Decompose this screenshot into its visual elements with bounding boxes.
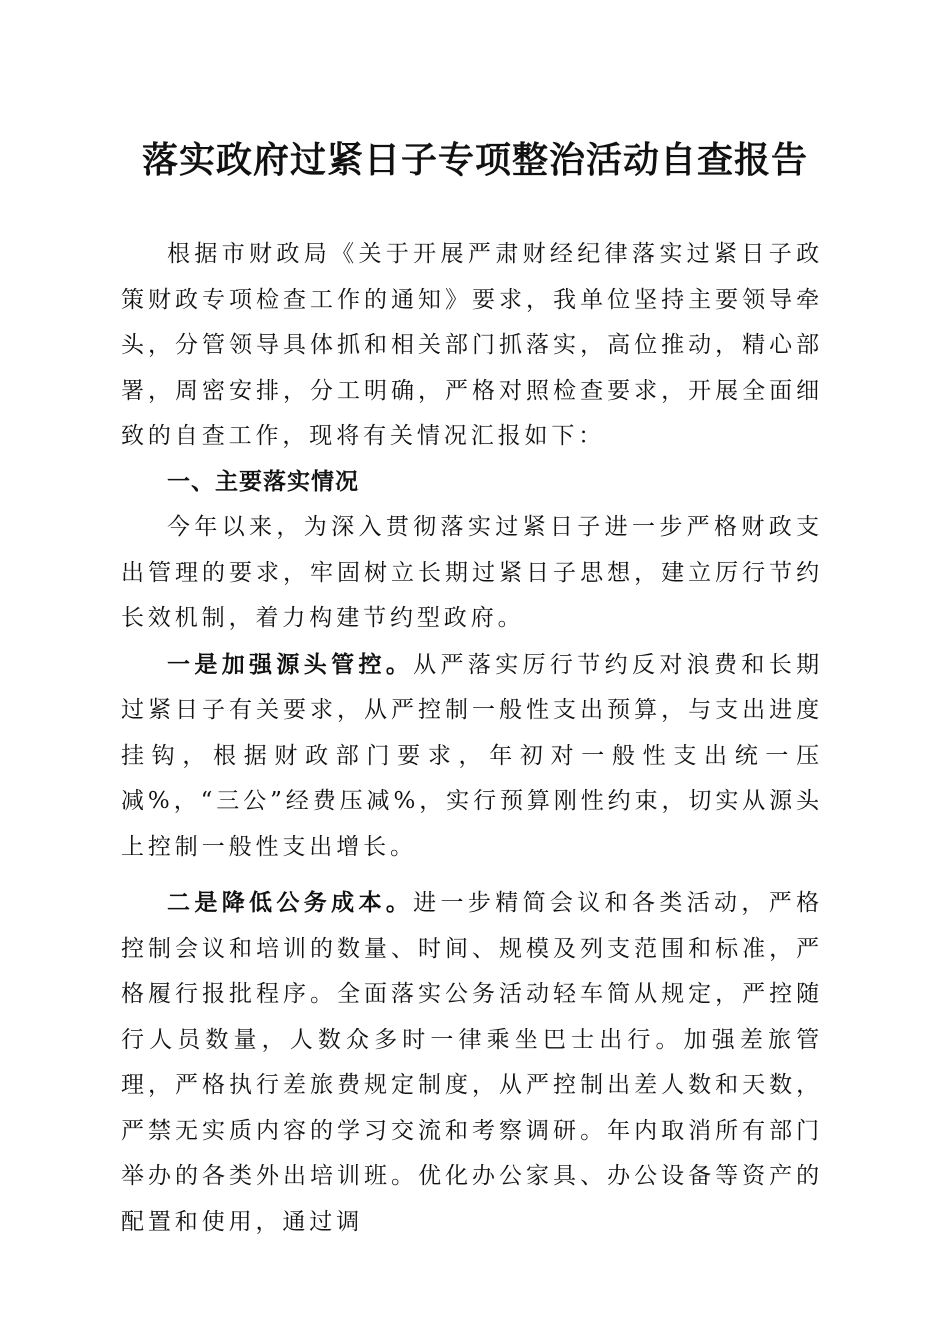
intro-paragraph: 根据市财政局《关于开展严肃财经纪律落实过紧日子政策财政专项检查工作的通知》要求，我单位坚持主要领导牵头，分管领导具体抓和相关部门抓落实，高位推动，精心部署，周密安排，分工明确，严格对照检查要求，开展全面细致的自查工作，现将有关情况汇报如下： xyxy=(121,241,823,449)
document-body xyxy=(121,232,823,1245)
section-intro-paragraph: 今年以来，为深入贯彻落实过紧日子进一步严格财政支出管理的要求，牢固树立长期过紧日子思想，建立厉行节约长效机制，着力构建节约型政府。 xyxy=(121,514,823,631)
item-1-text: 从严落实厉行节约反对浪费和长期过紧日子有关要求，从严控制一般性支出预算，与支出进度挂钩，根据财政部门要求，年初对一般性支出统一压减%，“三公”经费压减%，实行预算刚性约束，切实从源头上控制一般性支出增长。 xyxy=(121,651,823,860)
item-2-lead: 二是降低公务成本。 xyxy=(167,889,414,916)
section-heading: 一、主要落实情况 xyxy=(167,468,359,495)
item-1-lead: 一是加强源头管控。 xyxy=(167,650,414,678)
item-2-text: 进一步精简会议和各类活动，严格控制会议和培训的数量、时间、规模及列支范围和标准，严格履行报批程序。全面落实公务活动轻车简从规定，严控随行人员数量，人数众多时一律乘坐巴士出行。加强差旅管理，严格执行差旅费规定制度，从严控制出差人数和天数，严禁无实质内容的学习交流和考察调研。年内取消所有部门举办的各类外出培训班。优化办公家具、办公设备等资产的配置和使用，通过调 xyxy=(121,890,823,1235)
item-1-paragraph xyxy=(121,642,823,871)
item-2-paragraph xyxy=(121,880,823,1245)
document-title: 落实政府过紧日子专项整治活动自查报告 xyxy=(141,139,808,181)
